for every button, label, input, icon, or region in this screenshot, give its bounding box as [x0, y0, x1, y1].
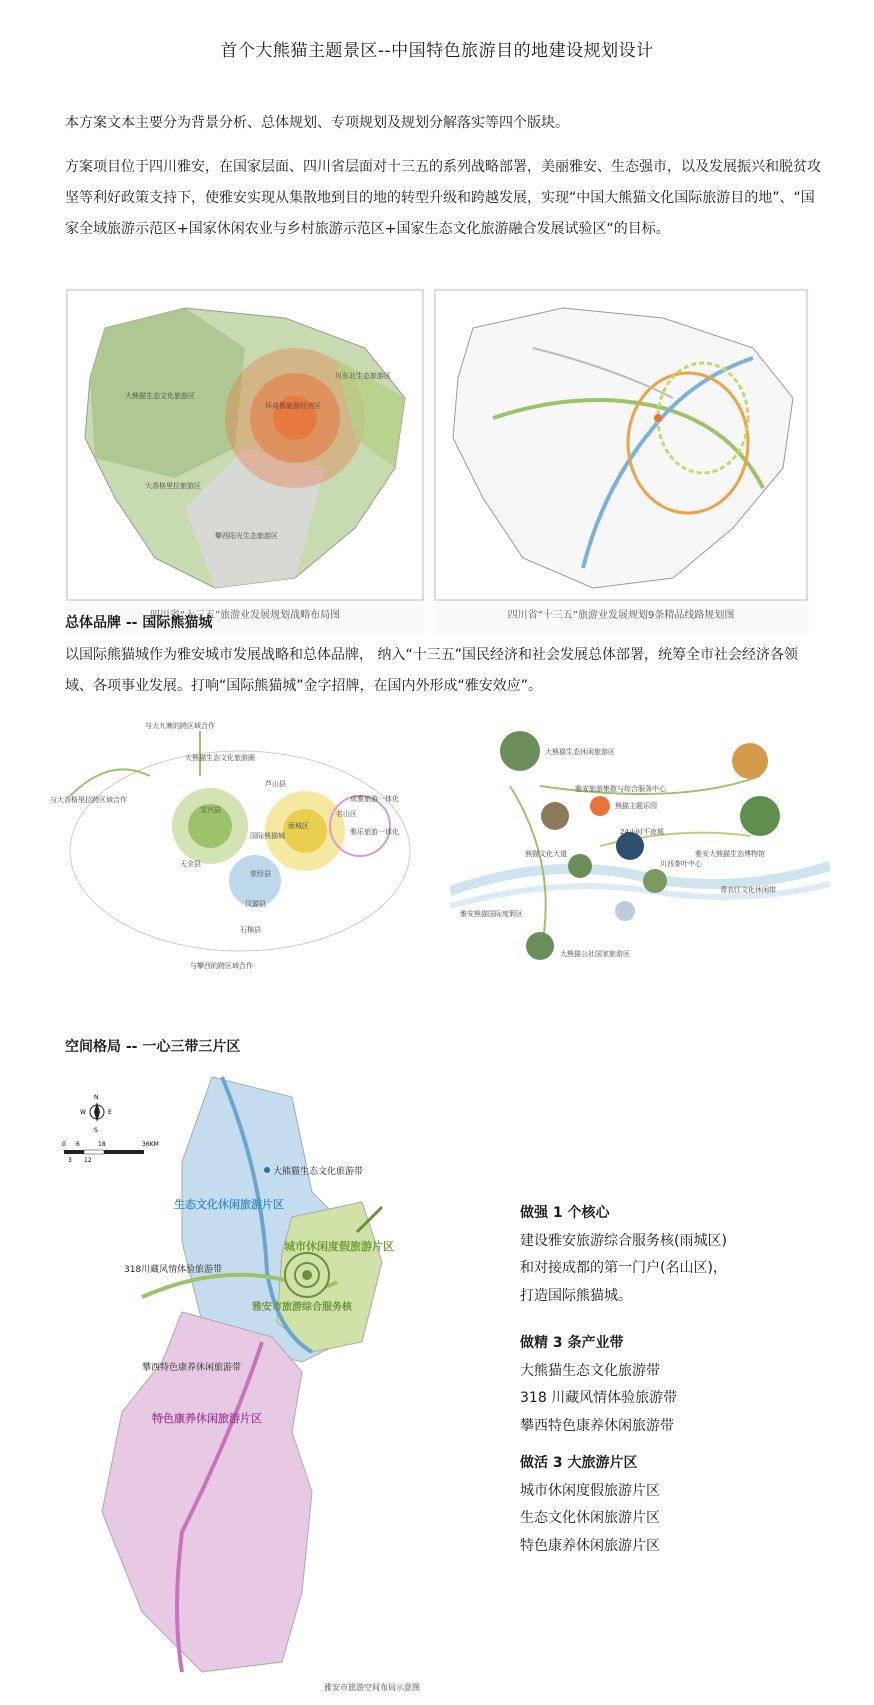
- scale-bar: [62, 1141, 159, 1164]
- diagram-label: 川西茶叶中心: [660, 860, 702, 868]
- scale-tick: 6: [76, 1141, 80, 1148]
- diagram-label: 芦山县: [265, 780, 286, 788]
- diagram-label: 24小时不夜城: [620, 828, 664, 836]
- compass-e: E: [108, 1109, 112, 1116]
- zones-block: [520, 1450, 660, 1560]
- brand-paragraph: 以国际熊猫城作为雅安城市发展战略和总体品牌， 纳入“十三五”国民经济和社会发展总体部署，统筹全市社会经济各领域、各项事业发展。打响“国际熊猫城”金字招牌，在国内外形成“雅安效应”。: [65, 647, 798, 694]
- page-title: 首个大熊猫主题景区--中国特色旅游目的地建设规划设计: [220, 41, 654, 61]
- scale-tick: 0: [62, 1141, 66, 1148]
- diagram-label: 与大九寨的跨区域合作: [145, 722, 215, 730]
- belts-block: [520, 1330, 677, 1440]
- panda-route-diagram: [450, 716, 830, 974]
- map-caption: 四川省“十三五”旅游业发展规划战略布局图: [149, 610, 341, 621]
- map-caption: 四川省“十三五”旅游业发展规划9条精品线路规划图: [507, 610, 735, 621]
- diagram-label: 雅乐旅游一体化: [350, 828, 399, 836]
- block-line: 318 川藏风情体验旅游带: [520, 1390, 678, 1406]
- diagram-label: 大熊猫生态文化旅游圈: [185, 754, 255, 762]
- diagram-label: 雅安大熊猫生态博物馆: [695, 850, 765, 858]
- compass-icon: [80, 1094, 112, 1134]
- map-label: 环成都旅游经济区: [265, 402, 321, 410]
- diagram-label: 熊猫主题乐园: [615, 802, 657, 810]
- city-network-diagram: [50, 716, 430, 974]
- scale-sub: 12: [84, 1157, 92, 1164]
- block-line: 生态文化休闲旅游片区: [520, 1510, 660, 1526]
- diagram-label: 雨城区: [288, 822, 309, 830]
- map-label: 攀西阳光生态旅游区: [215, 532, 278, 540]
- diagram-label: 荥经县: [250, 870, 271, 878]
- layout-heading: 空间格局 -- 一心三带三片区: [65, 1039, 241, 1055]
- compass-w: W: [80, 1109, 86, 1116]
- zone-label: 生态文化休闲旅游片区: [174, 1198, 284, 1211]
- diagram-label: 国际熊猫城: [250, 832, 285, 840]
- block-line: 城市休闲度假旅游片区: [520, 1482, 660, 1499]
- brand-heading: 总体品牌 -- 国际熊猫城: [65, 615, 213, 631]
- diagram-label: 大熊猫生态休闲旅游区: [545, 748, 615, 756]
- belt-label: 攀西特色康养休闲旅游带: [142, 1363, 242, 1373]
- diagram-label: 大熊猫公社国家旅游区: [560, 950, 630, 958]
- map-label: 大香格里拉旅游区: [145, 482, 201, 490]
- project-paragraph: 方案项目位于四川雅安，在国家层面、四川省层面对十三五的系列战略部署，美丽雅安、生态强市，以及发展振兴和脱贫攻坚等利好政策支持下，使雅安实现从集散地到目的地的转型升级和跨越发展，实现“中国大熊猫文化国际旅游目的地”、“国家全域旅游示范区+国家休闲农业与乡村旅游示范区+国家生态文化旅游融合发展试验区“的目标。: [65, 159, 821, 237]
- routes-map-figure: [433, 288, 809, 633]
- diagram-label: 与大香格里拉跨区域合作: [50, 796, 127, 804]
- block-line: 大熊猫生态文化旅游带: [520, 1362, 660, 1379]
- block-line: 和对接成都的第一门户(名山区)，: [520, 1260, 727, 1276]
- block-heading: 做精 3 条产业带: [520, 1335, 624, 1351]
- map-label: 川东北生态旅游区: [335, 372, 391, 380]
- belt-label: 318川藏风情体验旅游带: [124, 1265, 223, 1275]
- map-label: 大熊猫生态文化旅游区: [125, 392, 195, 400]
- map-caption: 雅安市旅游空间布局示意图: [324, 1683, 420, 1692]
- intro-paragraph: 本方案文本主要分为背景分析、总体规划、专项规划及规划分解落实等四个版块。: [65, 115, 569, 131]
- scale-tick: 36KM: [142, 1141, 159, 1148]
- block-heading: 做活 3 大旅游片区: [520, 1455, 638, 1471]
- zone-label: 城市休闲度假旅游片区: [284, 1240, 394, 1253]
- diagram-label: 宝兴县: [200, 806, 221, 814]
- diagram-label: 名山区: [336, 810, 357, 818]
- belt-label: 大熊猫生态文化旅游带: [273, 1167, 364, 1177]
- core-block: [520, 1200, 727, 1310]
- block-heading: 做强 1 个核心: [520, 1205, 610, 1221]
- diagram-label: 熊猫文化大道: [525, 850, 567, 858]
- core-label: 雅安市旅游综合服务核: [252, 1302, 352, 1313]
- yaan-layout-map: [62, 1072, 462, 1702]
- diagram-label: 雅安旅游集散与综合服务中心: [575, 785, 666, 793]
- block-line: 攀西特色康养休闲旅游带: [520, 1417, 674, 1434]
- diagram-label: 青衣江文化休闲带: [720, 886, 776, 894]
- block-line: 打造国际熊猫城。: [520, 1287, 632, 1304]
- block-line: 特色康养休闲旅游片区: [520, 1537, 660, 1554]
- diagram-label: 成雅旅游一体化: [350, 795, 399, 803]
- scale-tick: 18: [98, 1141, 106, 1148]
- block-line: 建设雅安旅游综合服务核(雨城区): [520, 1232, 727, 1249]
- diagram-label: 与攀西的跨区域合作: [190, 962, 253, 970]
- diagram-label: 雅安熊猫国际度假区: [460, 910, 523, 918]
- diagram-label: 汉源县: [245, 900, 266, 908]
- diagram-label: 石棉县: [240, 926, 261, 934]
- scale-sub: 3: [68, 1157, 72, 1164]
- compass-n: N: [94, 1094, 99, 1101]
- strategy-map-figure: [65, 288, 425, 633]
- zone-label: 特色康养休闲旅游片区: [152, 1412, 262, 1425]
- diagram-label: 天全县: [180, 860, 201, 868]
- compass-s: S: [94, 1127, 98, 1134]
